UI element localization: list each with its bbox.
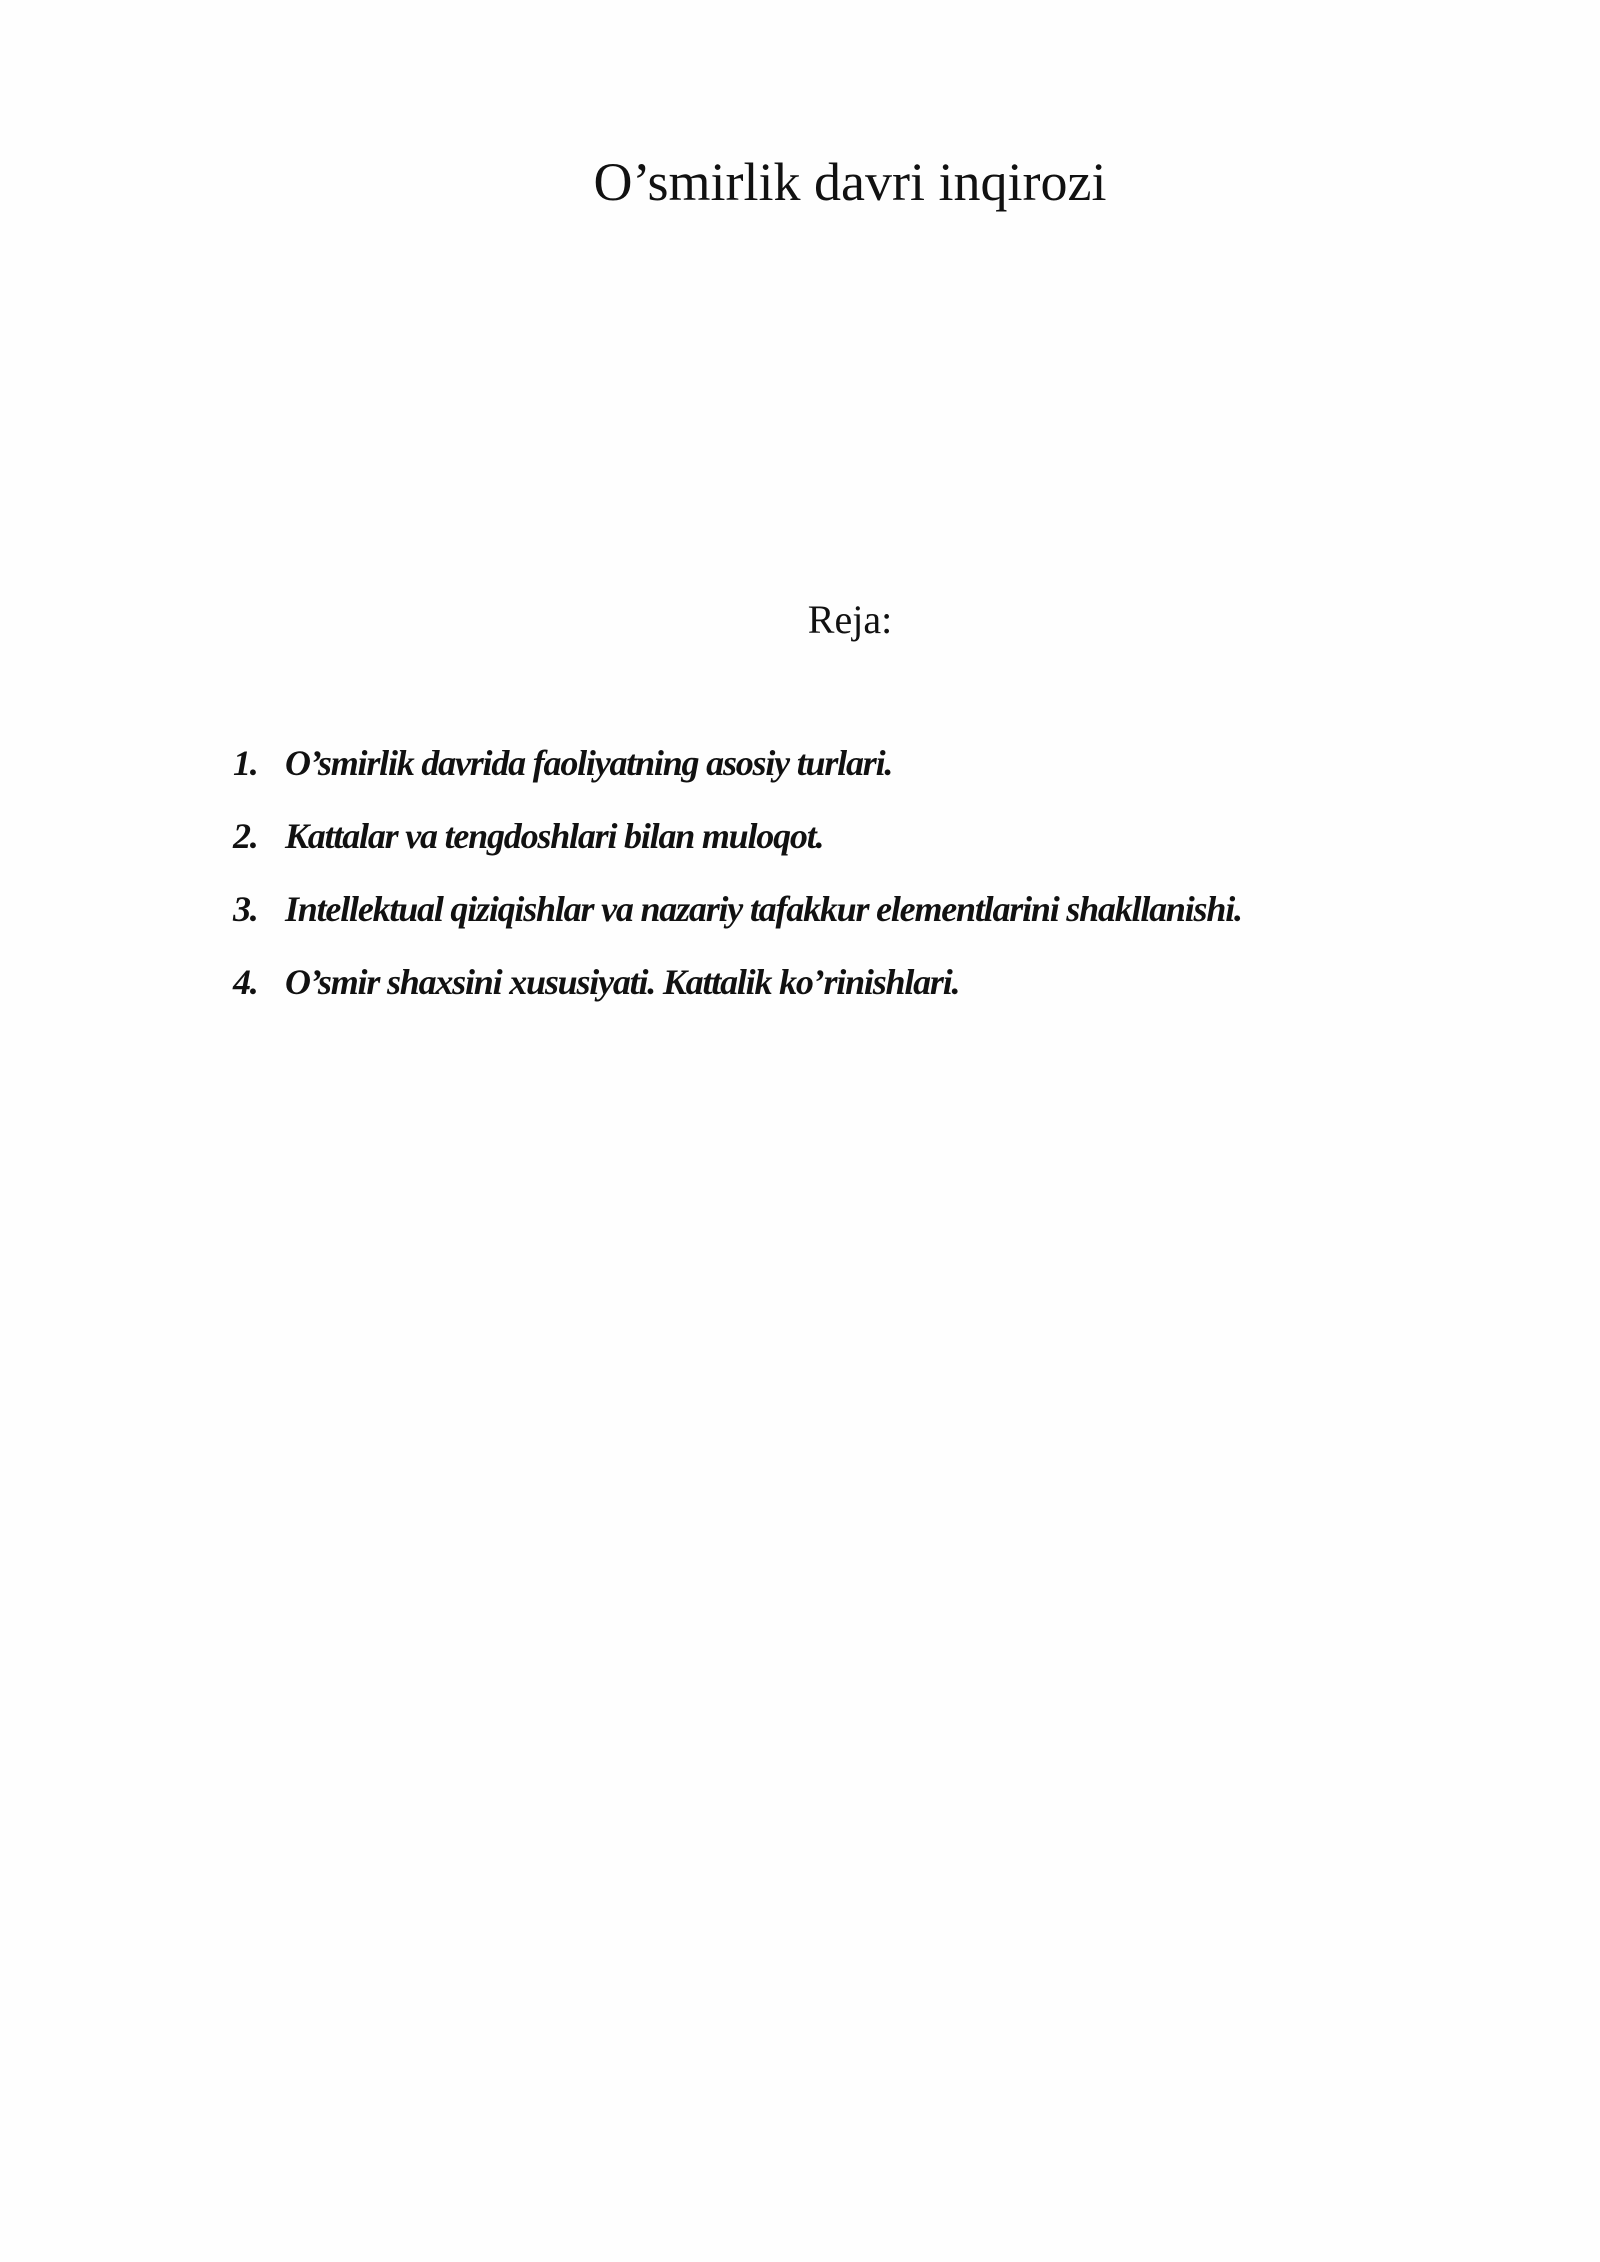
plan-item-text: O’smir shaxsini xususiyati. Kattalik ko’rinishlari. <box>285 962 960 1002</box>
plan-item <box>233 888 1533 961</box>
plan-item-number: 2. <box>233 816 258 856</box>
plan-item-number: 1. <box>233 743 258 783</box>
plan-item <box>233 742 1533 815</box>
document-title: O’smirlik davri inqirozi <box>593 152 1107 212</box>
plan-item <box>233 961 1533 1034</box>
plan-item-text: O’smirlik davrida faoliyatning asosiy turlari. <box>285 743 893 783</box>
plan-item-text: Kattalar va tengdoshlari bilan muloqot. <box>285 816 824 856</box>
plan-item-number: 4. <box>233 962 258 1002</box>
plan-item-text: Intellektual qiziqishlar va nazariy tafakkur elementlarini shakllanishi. <box>285 889 1242 929</box>
plan-item <box>233 815 1533 888</box>
plan-item-number: 3. <box>233 889 258 929</box>
plan-heading: Reja: <box>807 597 893 642</box>
plan-list <box>233 742 1533 1034</box>
